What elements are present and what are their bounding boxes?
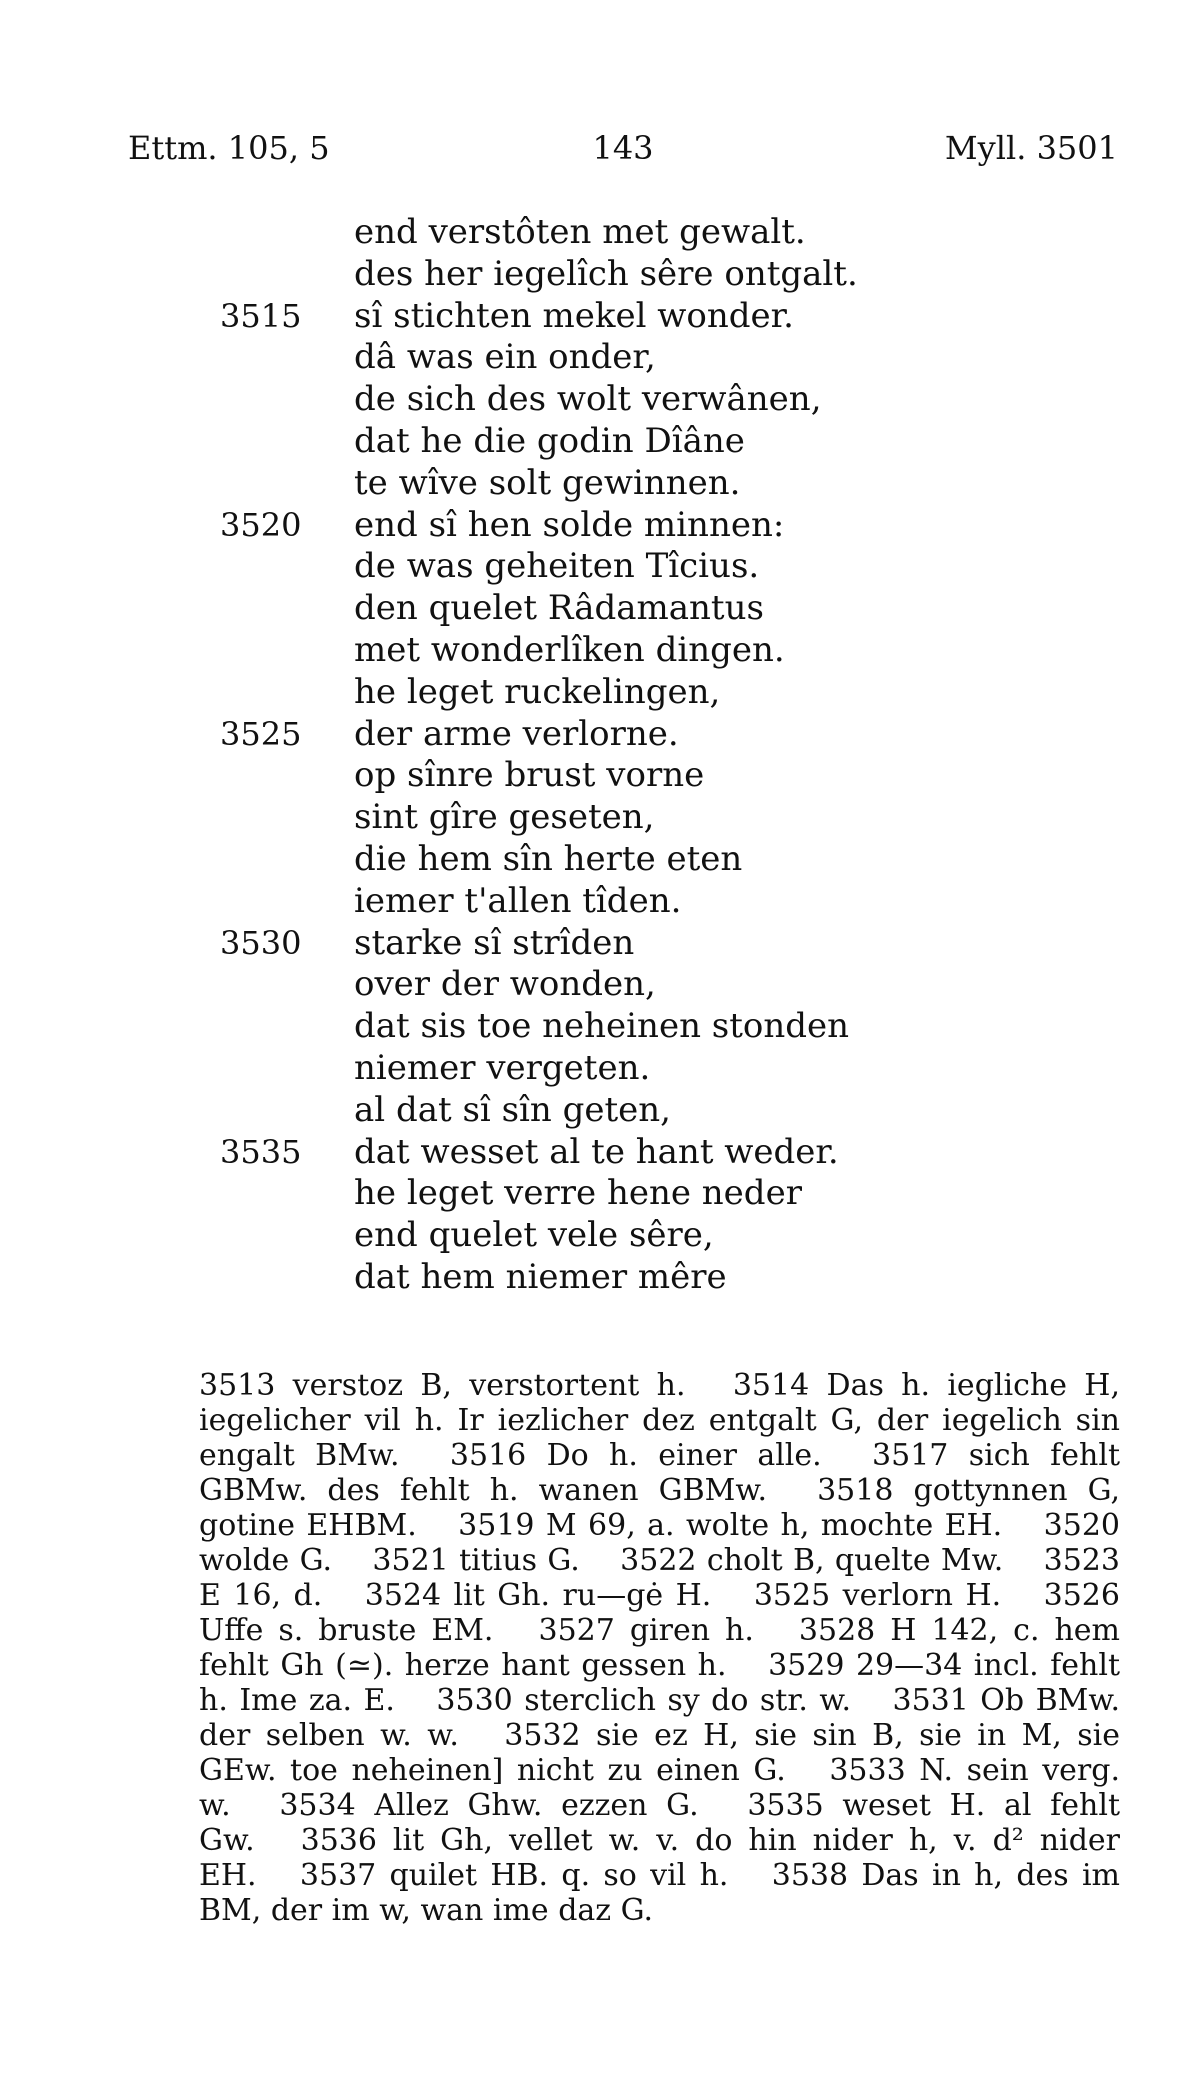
verse-line xyxy=(220,212,1120,254)
verse-text: de was geheiten Tîcius. xyxy=(354,546,760,587)
verse-line xyxy=(220,964,1120,1006)
verse-line xyxy=(220,1257,1120,1299)
verse-text: sint gîre geseten, xyxy=(354,797,655,838)
apparatus-note: 3537 quilet HB. q. so vil h. xyxy=(299,1858,729,1893)
verse-text: end quelet vele sêre, xyxy=(354,1215,714,1256)
poem-text xyxy=(220,212,1120,1299)
verse-text: te wîve solt gewinnen. xyxy=(354,462,741,503)
header-right: Myll. 3501 xyxy=(944,129,1118,167)
verse-text: der arme verlorne. xyxy=(354,713,679,754)
verse-line xyxy=(220,839,1120,881)
line-number: 3525 xyxy=(220,714,302,753)
apparatus-note: 3535 weset H. al fehlt Gw. xyxy=(199,1788,1121,1858)
line-number: 3535 xyxy=(220,1132,302,1171)
verse-text: end sî hen solde minnen: xyxy=(354,504,785,545)
line-number: 3520 xyxy=(220,505,302,544)
verse-line xyxy=(220,1006,1120,1048)
verse-line xyxy=(220,254,1120,296)
verse-line xyxy=(220,923,1120,965)
apparatus-note: 3530 sterclich sy do str. w. xyxy=(436,1683,852,1718)
apparatus-note: 3514 Das h. iegliche H, iegelicher vil h. Ir iezlicher dez entgalt G, der iegelich sin engalt BMw. xyxy=(199,1368,1120,1473)
verse-text: end verstôten met gewalt. xyxy=(354,212,806,252)
verse-line xyxy=(220,546,1120,588)
apparatus-note: 3529 29—34 incl. fehlt h. Ime za. E. xyxy=(199,1648,1121,1718)
apparatus-note: 3519 M 69, a. wolte h, mochte EH. xyxy=(458,1508,1003,1543)
verse-text: al dat sî sîn geten, xyxy=(354,1089,671,1130)
verse-text: sî stichten mekel wonder. xyxy=(354,295,794,336)
verse-line xyxy=(220,588,1120,630)
line-number: 3515 xyxy=(220,296,302,335)
verse-line xyxy=(220,379,1120,421)
verse-line xyxy=(220,1215,1120,1257)
apparatus-note: 3527 giren h. xyxy=(538,1613,754,1648)
verse-text: over der wonden, xyxy=(354,964,656,1005)
verse-text: starke sî strîden xyxy=(354,922,635,963)
verse-text: dat sis toe neheinen stonden xyxy=(354,1006,850,1047)
line-number: 3530 xyxy=(220,923,302,962)
verse-line xyxy=(220,337,1120,379)
apparatus-note: 3522 cholt B, quelte Mw. xyxy=(620,1543,1004,1578)
apparatus-paragraph xyxy=(133,1368,1120,1928)
verse-line xyxy=(220,797,1120,839)
verse-text: dat hem niemer mêre xyxy=(354,1256,727,1297)
apparatus-note: 3538 Das in h, des im BM, der im w, wan ime daz G. xyxy=(199,1858,1121,1928)
verse-line xyxy=(220,505,1120,547)
apparatus-note: 3526 Uffe s. bruste EM. xyxy=(199,1578,1120,1648)
apparatus-note: 3518 gottynnen G, gotine EHBM. xyxy=(199,1473,1120,1543)
apparatus-note: 3531 Ob BMw. der selben w. w. xyxy=(199,1683,1120,1753)
verse-line xyxy=(220,672,1120,714)
verse-line xyxy=(220,463,1120,505)
verse-line xyxy=(220,1132,1120,1174)
verse-line xyxy=(220,421,1120,463)
apparatus-note: 3516 Do h. einer alle. xyxy=(449,1438,822,1473)
verse-text: des her iegelîch sêre ontgalt. xyxy=(354,253,858,294)
verse-line xyxy=(220,630,1120,672)
verse-text: op sînre brust vorne xyxy=(354,755,705,796)
verse-line xyxy=(220,1173,1120,1215)
header-left: Ettm. 105, 5 xyxy=(128,129,330,167)
verse-text: dâ was ein onder, xyxy=(354,337,656,378)
apparatus-note: 3521 titius G. xyxy=(372,1543,580,1578)
critical-apparatus xyxy=(133,1368,1120,1928)
apparatus-note: 3532 sie ez H, sie sin B, sie in M, sie GEw. toe neheinen] nicht zu einen G. xyxy=(199,1718,1120,1788)
verse-text: dat wesset al te hant weder. xyxy=(354,1131,839,1172)
verse-text: he leget verre hene neder xyxy=(354,1173,802,1214)
verse-line xyxy=(220,296,1120,338)
verse-text: dat he die godin Dîâne xyxy=(354,420,745,461)
apparatus-note: 3524 lit Gh. ru—gė H. xyxy=(364,1578,712,1613)
apparatus-note: 3513 verstoz B, verstortent h. xyxy=(199,1368,686,1403)
verse-text: iemer t'allen tîden. xyxy=(354,880,682,921)
verse-text: he leget ruckelingen, xyxy=(354,671,721,712)
apparatus-note: 3534 Allez Ghw. ezzen G. xyxy=(279,1788,699,1823)
apparatus-note: 3533 N. sein verg. w. xyxy=(199,1753,1120,1823)
verse-text: de sich des wolt verwânen, xyxy=(354,379,822,420)
apparatus-note: 3523 E 16, d. xyxy=(199,1543,1120,1613)
verse-text: niemer vergeten. xyxy=(354,1047,651,1088)
apparatus-note: 3525 verlorn H. xyxy=(753,1578,1002,1613)
verse-text: die hem sîn herte eten xyxy=(354,838,743,879)
verse-text: den quelet Râdamantus xyxy=(354,588,764,629)
apparatus-note: 3528 H 142, c. hem fehlt Gh (≃). herze hant gessen h. xyxy=(199,1613,1121,1683)
apparatus-note: 3520 wolde G. xyxy=(199,1508,1120,1578)
apparatus-note: 3517 sich fehlt GBMw. des fehlt h. wanen GBMw. xyxy=(199,1438,1120,1508)
verse-line xyxy=(220,714,1120,756)
apparatus-note: 3536 lit Gh, vellet w. v. do hin nider h, v. d² nider EH. xyxy=(199,1823,1120,1893)
running-header xyxy=(128,128,1118,168)
page-number: 143 xyxy=(592,129,654,167)
verse-line xyxy=(220,1048,1120,1090)
verse-line xyxy=(220,881,1120,923)
verse-line xyxy=(220,1090,1120,1132)
verse-text: met wonderlîken dingen. xyxy=(354,629,785,670)
verse-line xyxy=(220,755,1120,797)
